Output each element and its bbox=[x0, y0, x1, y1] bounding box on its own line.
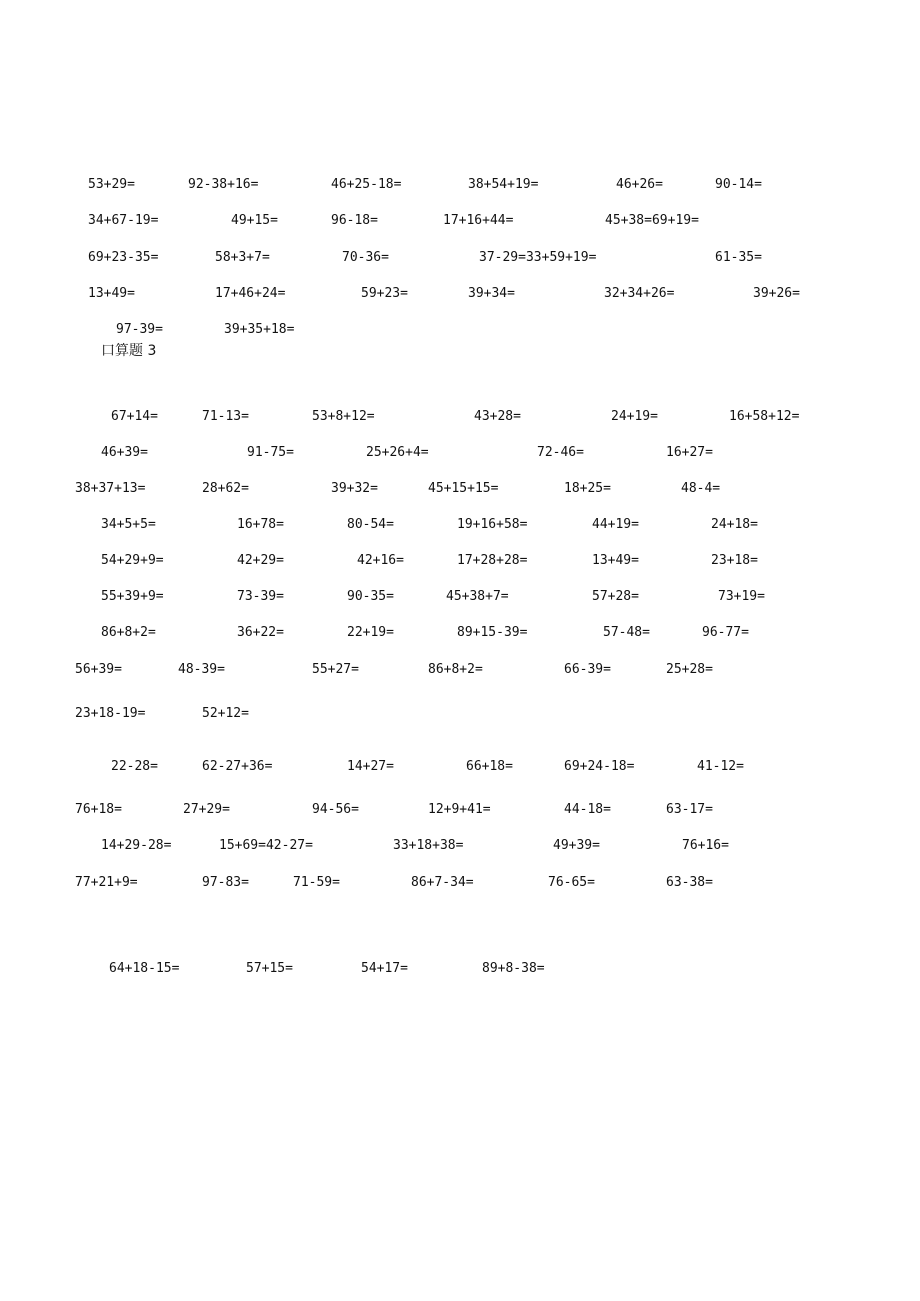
equation: 38+54+19= bbox=[468, 177, 539, 192]
equation: 39+35+18= bbox=[224, 322, 295, 337]
equation: 46+26= bbox=[616, 177, 663, 192]
equation: 71-13= bbox=[202, 409, 249, 424]
equation: 94-56= bbox=[312, 802, 359, 817]
equation: 70-36= bbox=[342, 250, 389, 265]
equation: 54+29+9= bbox=[101, 553, 164, 568]
equation: 23+18-19= bbox=[75, 706, 146, 721]
equation: 39+34= bbox=[468, 286, 515, 301]
equation: 66-39= bbox=[564, 662, 611, 677]
equation: 76+18= bbox=[75, 802, 122, 817]
equation: 45+15+15= bbox=[428, 481, 499, 496]
equation: 57+28= bbox=[592, 589, 639, 604]
equation: 86+7-34= bbox=[411, 875, 474, 890]
equation: 62-27+36= bbox=[202, 759, 273, 774]
equation: 59+23= bbox=[361, 286, 408, 301]
equation: 89+15-39= bbox=[457, 625, 528, 640]
equation: 86+8+2= bbox=[428, 662, 483, 677]
equation: 63-17= bbox=[666, 802, 713, 817]
equation: 38+37+13= bbox=[75, 481, 146, 496]
equation: 53+8+12= bbox=[312, 409, 375, 424]
equation: 13+49= bbox=[592, 553, 639, 568]
equation: 96-18= bbox=[331, 213, 378, 228]
equation: 76+16= bbox=[682, 838, 729, 853]
equation: 49+15= bbox=[231, 213, 278, 228]
equation: 49+39= bbox=[553, 838, 600, 853]
equation: 45+38=69+19= bbox=[605, 213, 699, 228]
equation: 97-39= bbox=[116, 322, 163, 337]
equation: 28+62= bbox=[202, 481, 249, 496]
equation: 58+3+7= bbox=[215, 250, 270, 265]
equation: 41-12= bbox=[697, 759, 744, 774]
equation: 17+46+24= bbox=[215, 286, 286, 301]
equation: 54+17= bbox=[361, 961, 408, 976]
equation: 14+27= bbox=[347, 759, 394, 774]
equation: 32+34+26= bbox=[604, 286, 675, 301]
equation: 57-48= bbox=[603, 625, 650, 640]
equation: 63-38= bbox=[666, 875, 713, 890]
equation: 71-59= bbox=[293, 875, 340, 890]
equation: 15+69=42-27= bbox=[219, 838, 313, 853]
equation: 72-46= bbox=[537, 445, 584, 460]
equation: 23+18= bbox=[711, 553, 758, 568]
equation: 97-83= bbox=[202, 875, 249, 890]
equation: 44-18= bbox=[564, 802, 611, 817]
equation: 22+19= bbox=[347, 625, 394, 640]
equation: 52+12= bbox=[202, 706, 249, 721]
equation: 46+25-18= bbox=[331, 177, 402, 192]
section-title: 口算题 3 bbox=[101, 343, 157, 359]
equation: 42+29= bbox=[237, 553, 284, 568]
equation: 96-77= bbox=[702, 625, 749, 640]
equation: 90-35= bbox=[347, 589, 394, 604]
equation: 36+22= bbox=[237, 625, 284, 640]
equation: 12+9+41= bbox=[428, 802, 491, 817]
equation: 27+29= bbox=[183, 802, 230, 817]
equation: 33+18+38= bbox=[393, 838, 464, 853]
equation: 16+58+12= bbox=[729, 409, 800, 424]
equation: 92-38+16= bbox=[188, 177, 259, 192]
equation: 43+28= bbox=[474, 409, 521, 424]
equation: 17+28+28= bbox=[457, 553, 528, 568]
equation: 44+19= bbox=[592, 517, 639, 532]
equation: 67+14= bbox=[111, 409, 158, 424]
equation: 16+27= bbox=[666, 445, 713, 460]
equation: 13+49= bbox=[88, 286, 135, 301]
equation: 80-54= bbox=[347, 517, 394, 532]
equation: 16+78= bbox=[237, 517, 284, 532]
equation: 86+8+2= bbox=[101, 625, 156, 640]
equation: 18+25= bbox=[564, 481, 611, 496]
equation: 17+16+44= bbox=[443, 213, 514, 228]
equation: 56+39= bbox=[75, 662, 122, 677]
equation: 34+5+5= bbox=[101, 517, 156, 532]
equation: 61-35= bbox=[715, 250, 762, 265]
equation: 91-75= bbox=[247, 445, 294, 460]
equation: 73-39= bbox=[237, 589, 284, 604]
equation: 48-4= bbox=[681, 481, 721, 496]
equation: 37-29=33+59+19= bbox=[479, 250, 597, 265]
equation: 19+16+58= bbox=[457, 517, 528, 532]
equation: 73+19= bbox=[718, 589, 765, 604]
equation: 69+24-18= bbox=[564, 759, 635, 774]
equation: 76-65= bbox=[548, 875, 595, 890]
equation: 42+16= bbox=[357, 553, 404, 568]
equation: 46+39= bbox=[101, 445, 148, 460]
equation: 48-39= bbox=[178, 662, 225, 677]
equation: 64+18-15= bbox=[109, 961, 180, 976]
equation: 25+26+4= bbox=[366, 445, 429, 460]
equation: 24+19= bbox=[611, 409, 658, 424]
equation: 39+32= bbox=[331, 481, 378, 496]
equation: 90-14= bbox=[715, 177, 762, 192]
equation: 22-28= bbox=[111, 759, 158, 774]
equation: 14+29-28= bbox=[101, 838, 172, 853]
equation: 55+27= bbox=[312, 662, 359, 677]
equation: 34+67-19= bbox=[88, 213, 159, 228]
equation: 24+18= bbox=[711, 517, 758, 532]
equation: 57+15= bbox=[246, 961, 293, 976]
equation: 66+18= bbox=[466, 759, 513, 774]
equation: 77+21+9= bbox=[75, 875, 138, 890]
equation: 53+29= bbox=[88, 177, 135, 192]
equation: 25+28= bbox=[666, 662, 713, 677]
equation: 39+26= bbox=[753, 286, 800, 301]
equation: 69+23-35= bbox=[88, 250, 159, 265]
equation: 55+39+9= bbox=[101, 589, 164, 604]
equation: 89+8-38= bbox=[482, 961, 545, 976]
equation: 45+38+7= bbox=[446, 589, 509, 604]
